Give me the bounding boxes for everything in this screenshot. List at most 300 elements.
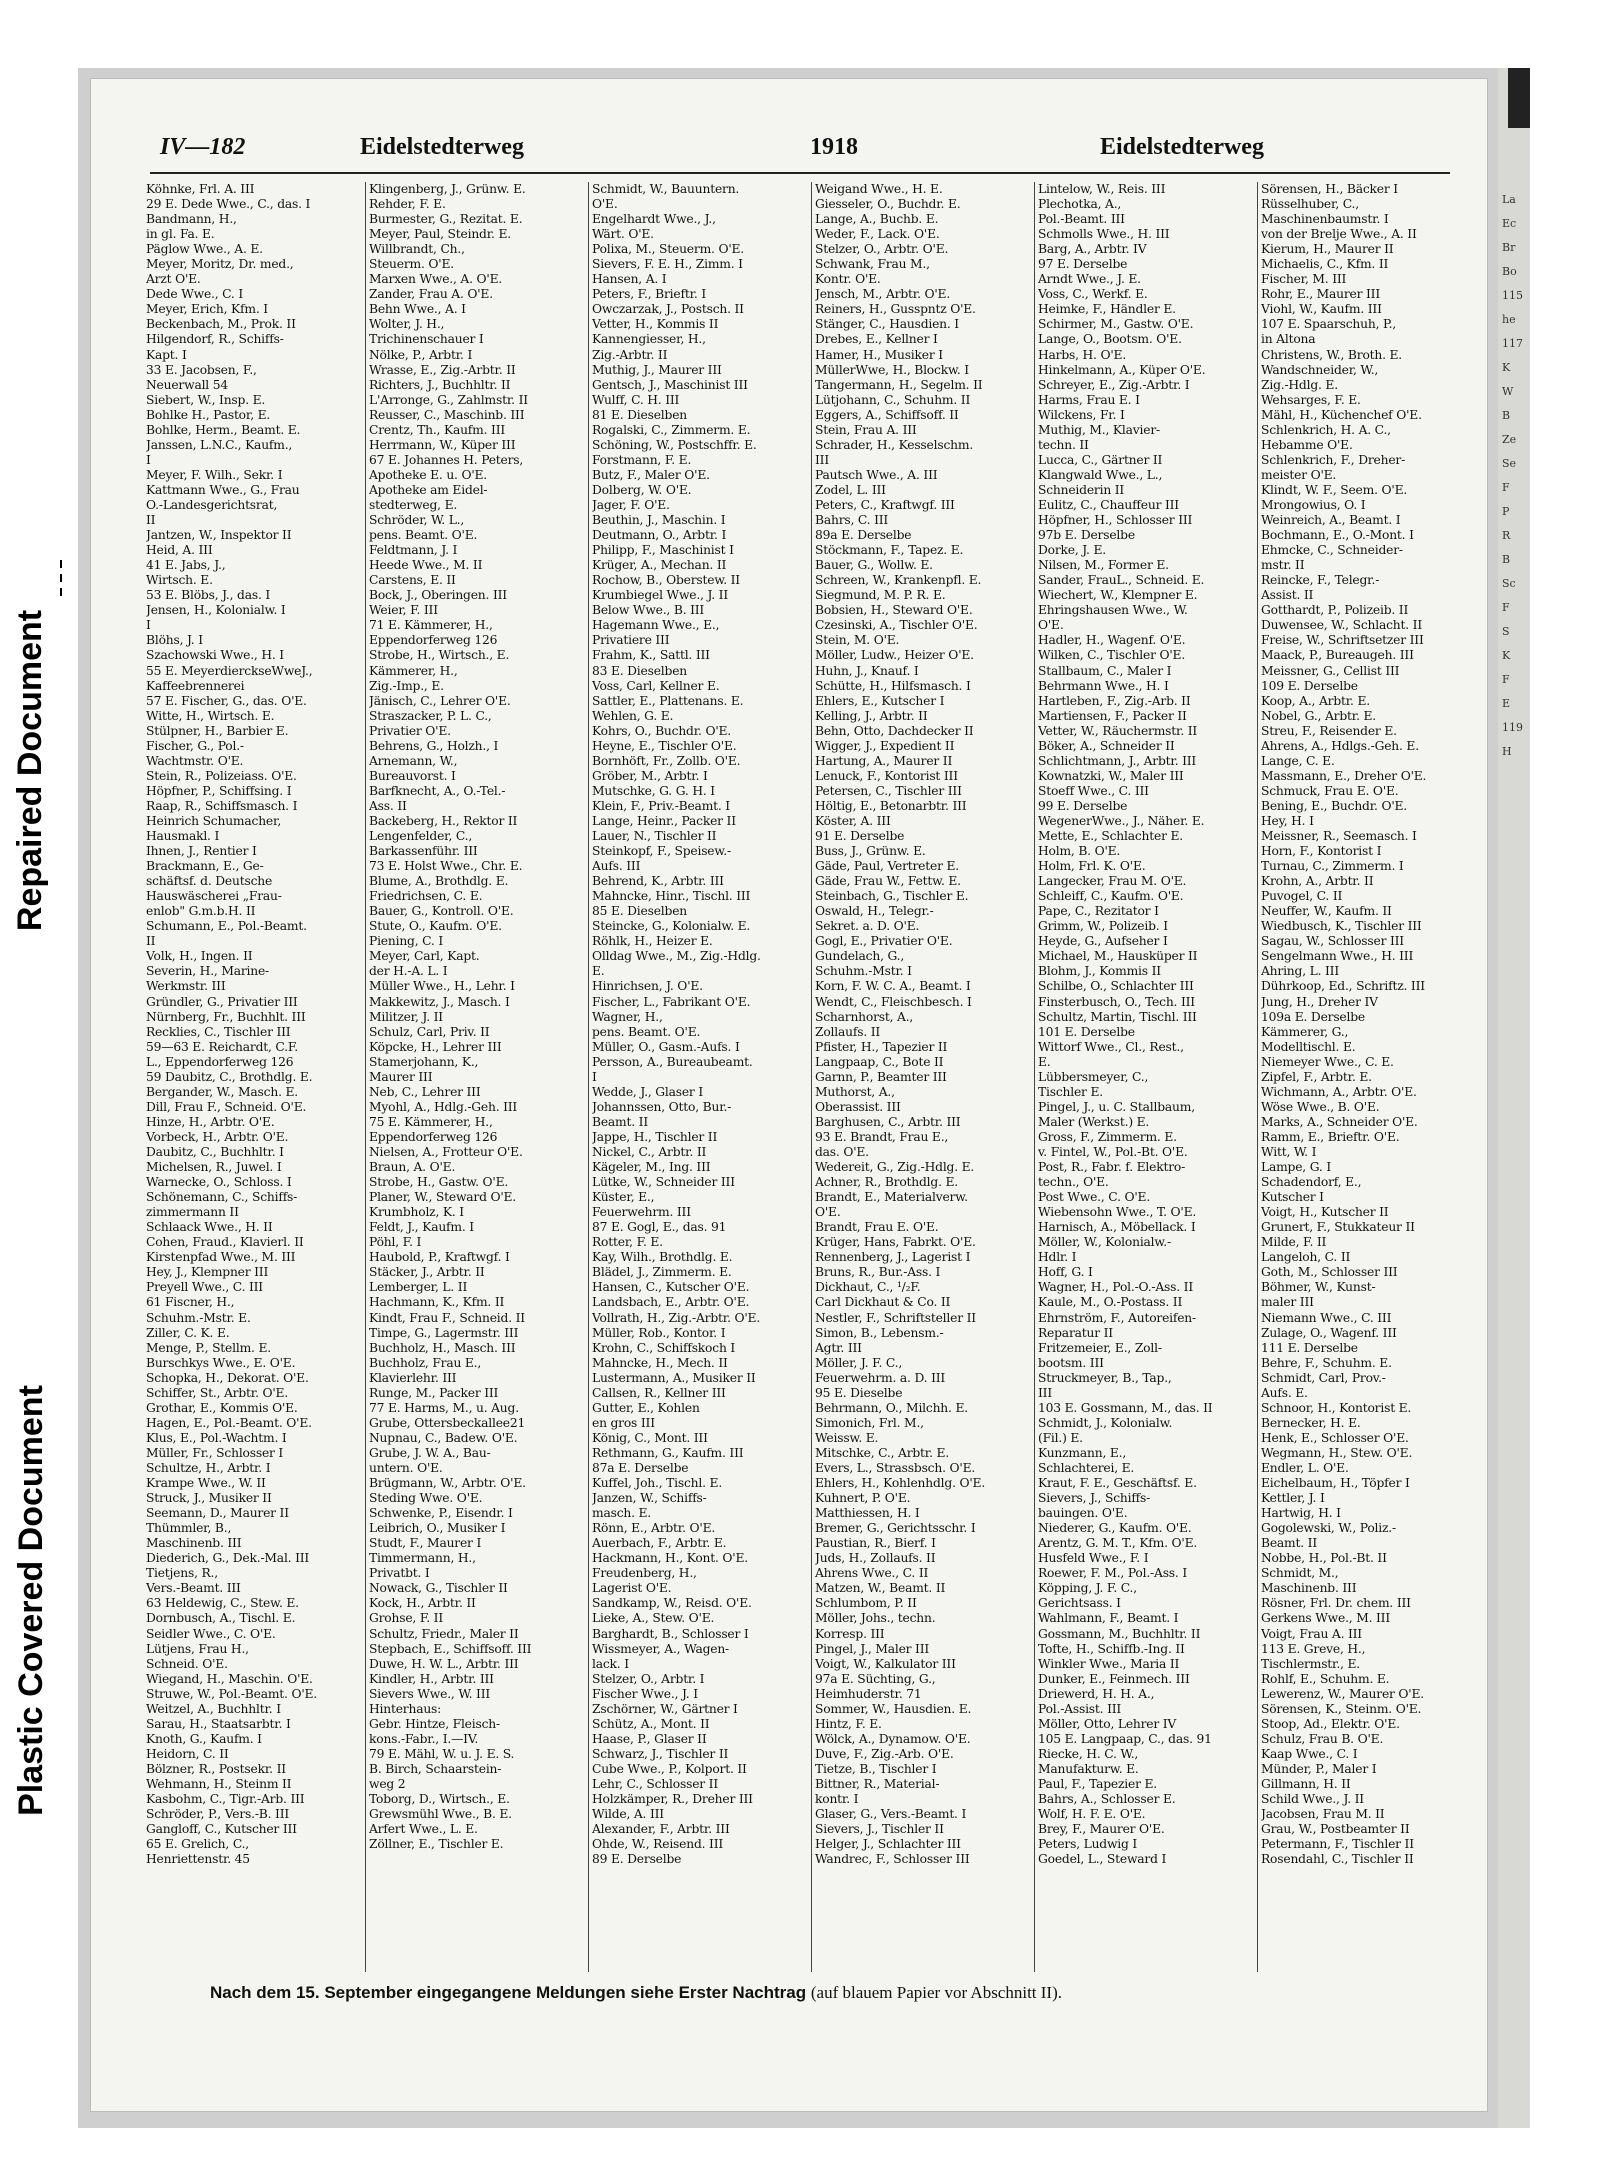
directory-entry: Struckmeyer, B., Tap., [1038, 1370, 1172, 1385]
plastic-covered-document-label [0, 1170, 62, 2030]
directory-entry: Duwensee, W., Schlacht. II [1261, 618, 1422, 633]
directory-entry: Gerichtsass. I [1038, 1596, 1121, 1611]
directory-entry: Ass. II [369, 798, 407, 813]
directory-entry: Meissner, G., Cellist III [1261, 663, 1400, 678]
directory-entry: Dorke, J. E. [1038, 543, 1106, 558]
directory-entry: Voigt, H., Kutscher II [1261, 1205, 1389, 1220]
directory-entry: Hamer, H., Musiker I [815, 347, 943, 362]
edge-fragment: Ec [1502, 217, 1517, 230]
directory-entry: Hey, H. I [1261, 813, 1314, 828]
directory-entry: Stein, Frau A. III [815, 422, 917, 437]
directory-entry: 57 E. Fischer, G., das. O'E. [146, 693, 307, 708]
directory-entry: Gross, F., Zimmerm. E. [1038, 1129, 1177, 1144]
directory-entry: 93 E. Brandt, Frau E., [815, 1129, 949, 1144]
directory-entry: Simonich, Frl. M., [815, 1415, 924, 1430]
directory-entry: 97a E. Süchting, G., [815, 1671, 936, 1686]
directory-entry: Polixa, M., Steuerm. O'E. [592, 242, 744, 257]
directory-entry: Wehlen, G. E. [592, 708, 674, 723]
directory-entry: Lagerist O'E. [592, 1581, 672, 1596]
directory-entry: 81 E. Dieselben [592, 407, 688, 422]
directory-entry: Heinrich Schumacher, [146, 813, 282, 828]
directory-entry: 67 E. Johannes H. Peters, [369, 452, 524, 467]
directory-entry: Eppendorferweg 126 [369, 1129, 498, 1144]
directory-entry: Stallbaum, C., Maler I [1038, 663, 1172, 678]
directory-entry: Lütjens, Frau H., [146, 1641, 249, 1656]
directory-entry: Stülpner, H., Barbier E. [146, 723, 289, 738]
directory-entry: Timmermann, H., [369, 1551, 476, 1566]
directory-entry: Hintz, F. E. [815, 1716, 882, 1731]
directory-entry: Meyer, Paul, Steindr. E. [369, 227, 511, 242]
directory-entry: Duve, F., Zig.-Arb. O'E. [815, 1746, 954, 1761]
directory-entry: kontr. I [815, 1792, 859, 1807]
directory-entry: I [592, 1069, 597, 1084]
directory-entry: Zodel, L. III [815, 482, 886, 497]
directory-entry: Bock, J., Oberingen. III [369, 588, 507, 603]
directory-entry: Jung, H., Dreher IV [1261, 994, 1378, 1009]
directory-entry: Hansen, A. I [592, 272, 667, 287]
directory-entry: König, C., Mont. III [592, 1430, 708, 1445]
directory-entry: Schwenke, P., Eisendr. I [369, 1506, 513, 1521]
directory-entry: Zollaufs. II [815, 1024, 881, 1039]
directory-entry: Wilken, C., Tischler O'E. [1038, 648, 1186, 663]
edge-fragment: 117 [1502, 337, 1523, 350]
directory-entry: Möller, J. F. C., [815, 1355, 903, 1370]
directory-entry: Backeberg, H., Rektor II [369, 813, 518, 828]
directory-entry: Glaser, G., Vers.-Beamt. I [815, 1807, 967, 1822]
directory-entry: L., Eppendorferweg 126 [146, 1054, 294, 1069]
directory-entry: Zschörner, W., Gärtner I [592, 1701, 738, 1716]
directory-entry: Ahrens, A., Hdlgs.-Geh. E. [1261, 738, 1419, 753]
directory-entry: Owczarzak, J., Postsch. II [592, 302, 744, 317]
directory-entry: Herrmann, W., Küper III [369, 437, 516, 452]
directory-entry: Niemann Wwe., C. III [1261, 1310, 1392, 1325]
directory-entry: 59 Daubitz, C., Brothdlg. E. [146, 1069, 313, 1084]
column-rule [365, 182, 366, 1972]
directory-entry: Ehlers, H., Kohlenhdlg. O'E. [815, 1476, 986, 1491]
directory-entry: 103 E. Gossmann, M., das. II [1038, 1400, 1213, 1415]
directory-entry: Wagner, H., [592, 1009, 663, 1024]
directory-entry: Grothar, E., Kommis O'E. [146, 1400, 298, 1415]
directory-entry: Goth, M., Schlosser III [1261, 1265, 1398, 1280]
directory-entry: enlob" G.m.b.H. II [146, 904, 256, 919]
directory-entry: Müller, Fr., Schlosser I [146, 1445, 284, 1460]
directory-entry: Mähl, H., Küchenchef O'E. [1261, 407, 1422, 422]
directory-entry: Rogalski, C., Zimmerm. E. [592, 422, 751, 437]
directory-entry: Olldag Wwe., M., Zig.-Hdlg. [592, 949, 761, 964]
directory-column-3 [592, 182, 814, 1972]
directory-entry: Schütte, H., Hilfsmasch. I [815, 678, 971, 693]
directory-entry: Wehsarges, F. E. [1261, 392, 1361, 407]
directory-entry: Mahncke, H., Mech. II [592, 1355, 728, 1370]
directory-entry: Marxen Wwe., A. O'E. [369, 272, 503, 287]
directory-entry: Eulitz, C., Chauffeur III [1038, 497, 1179, 512]
directory-entry: Wiebensohn Wwe., T. O'E. [1038, 1205, 1197, 1220]
directory-entry: (Fil.) E. [1038, 1430, 1083, 1445]
directory-entry: Martiensen, F., Packer II [1038, 708, 1187, 723]
directory-entry: Nickel, C., Arbtr. II [592, 1145, 707, 1159]
directory-entry: Blöhs, J. I [146, 633, 203, 648]
directory-entry: Bochmann, E., O.-Mont. I [1261, 528, 1414, 543]
directory-entry: Leibrich, O., Musiker I [369, 1521, 506, 1536]
directory-entry: I [146, 452, 151, 467]
edge-fragment: B [1502, 409, 1511, 422]
directory-entry: Voigt, Frau A. III [1261, 1626, 1362, 1641]
edge-fragment: 115 [1502, 289, 1523, 302]
directory-entry: Zig.-Hdlg. E. [1261, 377, 1338, 392]
directory-entry: Höpfner, P., Schiffsing. I [146, 783, 292, 798]
directory-entry: Myohl, A., Hdlg.-Geh. III [369, 1099, 518, 1114]
directory-entry: Carl Dickhaut & Co. II [815, 1295, 951, 1310]
directory-entry: Eichelbaum, H., Töpfer I [1261, 1476, 1410, 1491]
directory-entry: Lenuck, F., Kontorist III [815, 768, 958, 783]
directory-entry: techn. II [1038, 437, 1089, 452]
directory-entry: Wrasse, E., Zig.-Arbtr. II [369, 362, 516, 377]
directory-entry: maler III [1261, 1295, 1314, 1310]
directory-entry: Lucca, C., Gärtner II [1038, 452, 1163, 467]
directory-entry: Brandt, Frau E. O'E. [815, 1220, 939, 1235]
directory-entry: Haubold, P., Kraftwgf. I [369, 1250, 510, 1265]
directory-entry: Burschkys Wwe., E. O'E. [146, 1355, 296, 1370]
directory-entry: Höpfner, H., Schlosser III [1038, 513, 1193, 528]
edge-fragment: Sc [1502, 577, 1516, 590]
directory-entry: Planer, W., Steward O'E. [369, 1190, 517, 1205]
edge-fragment: F [1502, 481, 1510, 494]
directory-entry: Pingel, J., Maler III [815, 1641, 930, 1656]
directory-entry: Hansen, C., Kutscher O'E. [592, 1280, 750, 1295]
directory-entry: Beamt. II [1261, 1536, 1317, 1551]
directory-entry: Höltig, E., Betonarbtr. III [815, 798, 967, 813]
directory-columns [142, 182, 1482, 1972]
directory-entry: Buss, J., Grünw. E. [815, 844, 926, 859]
directory-entry: Vorbeck, H., Arbtr. O'E. [146, 1129, 289, 1144]
directory-entry: Wolf, H. F. E. O'E. [1038, 1807, 1146, 1822]
directory-entry: pens. Beamt. O'E. [592, 1024, 701, 1039]
directory-entry: Agtr. III [815, 1340, 862, 1355]
edge-fragment: 119 [1502, 721, 1523, 734]
directory-entry: bauingen. O'E. [1038, 1506, 1128, 1521]
directory-entry: Schrader, H., Kesselschm. [815, 437, 974, 452]
directory-entry: Krampe Wwe., W. II [146, 1476, 266, 1491]
directory-entry: Brandt, E., Materialverw. [815, 1190, 968, 1205]
directory-entry: Klavierlehr. III [369, 1370, 457, 1385]
directory-entry: Streu, F., Reisender E. [1261, 723, 1397, 738]
directory-entry: Jantzen, W., Inspektor II [146, 528, 292, 543]
directory-entry: Struck, J., Musiker II [146, 1491, 272, 1506]
directory-entry: en gros III [592, 1415, 655, 1430]
directory-entry: Meissner, R., Seemasch. I [1261, 829, 1417, 844]
directory-entry: Koop, A., Arbtr. E. [1261, 693, 1370, 708]
directory-entry: Turnau, C., Zimmerm. I [1261, 859, 1404, 874]
directory-entry: Stein, R., Polizeiass. O'E. [146, 768, 297, 783]
directory-entry: Maschinenb. III [146, 1536, 242, 1551]
directory-entry: Toborg, D., Wirtsch., E. [369, 1792, 510, 1807]
directory-entry: Schnoor, H., Kontorist E. [1261, 1400, 1412, 1415]
directory-entry: 97 E. Derselbe [1038, 257, 1128, 272]
directory-entry: Nobbe, H., Pol.-Bt. II [1261, 1551, 1387, 1566]
footer-paren-text: (auf blauem Papier vor Abschnitt II). [810, 1983, 1063, 2002]
directory-entry: Korn, F. W. C. A., Beamt. I [815, 979, 971, 994]
footer-note [210, 1983, 1460, 2003]
directory-entry: Krüger, Hans, Fabrkt. O'E. [815, 1235, 976, 1250]
directory-entry: Riecke, H. C. W., [1038, 1746, 1139, 1761]
directory-entry: Makkewitz, J., Masch. I [369, 994, 510, 1009]
directory-entry: L'Arronge, G., Zahlmstr. II [369, 392, 528, 407]
directory-entry: Blädel, J., Zimmerm. E. [592, 1265, 732, 1280]
directory-entry: Zander, Frau A. O'E. [369, 287, 493, 302]
directory-entry: Aufs. E. [1261, 1385, 1308, 1400]
directory-entry: Straszacker, P. L. C., [369, 708, 492, 723]
directory-entry: Matzen, W., Beamt. II [815, 1581, 946, 1596]
directory-entry: Post Wwe., C. O'E. [1038, 1190, 1151, 1205]
directory-entry: Henriettenstr. 45 [146, 1852, 250, 1867]
directory-entry: Kock, H., Arbtr. II [369, 1596, 476, 1611]
directory-entry: Hadler, H., Wagenf. O'E. [1038, 633, 1186, 648]
directory-entry: Schlichtmann, J., Arbtr. III [1038, 753, 1197, 768]
directory-entry: Eppendorferweg 126 [369, 633, 498, 648]
directory-entry: Privatiere III [592, 633, 670, 648]
directory-entry: Steinbach, G., Tischler E. [815, 889, 969, 904]
directory-entry: Rönn, E., Arbtr. O'E. [592, 1521, 716, 1536]
directory-entry: Willbrandt, Ch., [369, 242, 465, 257]
directory-entry: Heimhuderstr. 71 [815, 1686, 922, 1701]
directory-entry: Lieke, A., Stew. O'E. [592, 1611, 715, 1626]
directory-entry: Massmann, E., Dreher O'E. [1261, 768, 1427, 783]
directory-entry: Hinkelmann, A., Küper O'E. [1038, 362, 1206, 377]
directory-entry: Endler, L. O'E. [1261, 1460, 1349, 1475]
directory-entry: Rehder, F. E. [369, 197, 446, 212]
directory-entry: Hachmann, K., Kfm. II [369, 1295, 505, 1310]
directory-entry: Tischlermstr., E. [1261, 1656, 1360, 1671]
directory-entry: Sengelmann Wwe., H. III [1261, 949, 1414, 964]
directory-entry: Lütjohann, C., Schuhm. II [815, 392, 971, 407]
directory-entry: Nestler, F., Schriftsteller II [815, 1310, 976, 1325]
directory-entry: Barkassenführ. III [369, 844, 478, 859]
directory-entry: Rethmann, G., Kaufm. III [592, 1445, 744, 1460]
directory-entry: Czesinski, A., Tischler O'E. [815, 618, 978, 633]
directory-entry: Philipp, F., Maschinist I [592, 543, 734, 558]
directory-entry: Juds, H., Zollaufs. II [815, 1551, 936, 1566]
directory-entry: Michelsen, R., Juwel. I [146, 1160, 282, 1175]
directory-entry: Schopka, H., Dekorat. O'E. [146, 1370, 309, 1385]
directory-entry: Paul, F., Tapezier E. [1038, 1776, 1157, 1791]
directory-entry: Rotter, F. E. [592, 1235, 663, 1250]
directory-entry: Beuthin, J., Maschin. I [592, 513, 726, 528]
directory-entry: Schiffer, St., Arbtr. O'E. [146, 1385, 289, 1400]
directory-entry: Timpe, G., Lagermstr. III [369, 1325, 519, 1340]
directory-entry: Schultz, Martin, Tischl. III [1038, 1009, 1197, 1024]
directory-entry: Neuerwall 54 [146, 377, 228, 392]
directory-entry: Pape, C., Rezitator I [1038, 904, 1159, 919]
directory-entry: Kaule, M., O.-Postass. II [1038, 1295, 1183, 1310]
directory-entry: Kaap Wwe., C. I [1261, 1746, 1358, 1761]
directory-entry: 65 E. Grelich, C., [146, 1837, 250, 1852]
directory-entry: Steding Wwe. O'E. [369, 1491, 483, 1506]
directory-entry: Ahrens Wwe., C. II [815, 1566, 929, 1581]
directory-entry: Piening, C. I [369, 934, 443, 949]
directory-entry: Jappe, H., Tischler II [592, 1129, 718, 1144]
directory-entry: Grau, W., Postbeamter II [1261, 1822, 1410, 1837]
directory-entry: Arzt O'E. [146, 272, 201, 287]
directory-entry: Evers, L., Strassbsch. O'E. [815, 1460, 976, 1475]
directory-entry: Lemberger, L. II [369, 1280, 468, 1295]
directory-entry: Klindt, W. F., Seem. O'E. [1261, 482, 1408, 497]
directory-entry: Tietze, B., Tischler I [815, 1761, 937, 1776]
directory-entry: Lewerenz, W., Maurer O'E. [1261, 1686, 1424, 1701]
directory-entry: pens. Beamt. O'E. [369, 528, 478, 543]
directory-entry: Mahncke, Hinr., Tischl. III [592, 889, 751, 904]
directory-entry: Dolberg, W. O'E. [592, 482, 692, 497]
directory-entry: 87 E. Gogl, E., das. 91 [592, 1220, 727, 1235]
directory-entry: Schulz, Carl, Priv. II [369, 1024, 490, 1039]
directory-entry: Gäde, Paul, Vertreter E. [815, 859, 959, 874]
directory-entry: Helger, J., Schlachter III [815, 1837, 961, 1852]
directory-entry: Lütke, W., Schneider III [592, 1175, 735, 1190]
directory-entry: Lampe, G. I [1261, 1160, 1331, 1175]
edge-fragment: P [1502, 505, 1510, 518]
street-title-right: Eidelstedterweg [1100, 134, 1264, 160]
directory-entry: Bittner, R., Material- [815, 1776, 940, 1791]
directory-entry: Schleiff, C., Kaufm. O'E. [1038, 889, 1184, 904]
directory-entry: Petermann, F., Tischler II [1261, 1837, 1414, 1852]
directory-entry: 89 E. Derselbe [592, 1852, 682, 1867]
directory-entry: Volk, H., Ingen. II [146, 949, 253, 964]
directory-entry: Niemeyer Wwe., C. E. [1261, 1054, 1394, 1069]
directory-entry: Sattler, E., Plattenans. E. [592, 693, 744, 708]
directory-entry: Siebert, W., Insp. E. [146, 392, 266, 407]
edge-fragment: B [1502, 553, 1511, 566]
directory-entry: Lustermann, A., Musiker II [592, 1370, 756, 1385]
directory-entry: Wahlmann, F., Beamt. I [1038, 1611, 1179, 1626]
directory-entry: Zig.-Imp., E. [369, 678, 444, 693]
directory-entry: 29 E. Dede Wwe., C., das. I [146, 197, 311, 212]
directory-entry: Gossmann, M., Buchhltr. II [1038, 1626, 1201, 1641]
directory-entry: Siegmund, M. P. R. E. [815, 588, 946, 603]
directory-entry: Steinkopf, F., Speisew.- [592, 844, 731, 859]
directory-entry: Gebr. Hintze, Fleisch- [369, 1716, 500, 1731]
directory-column-5 [1038, 182, 1260, 1972]
directory-entry: Schröder, P., Vers.-B. III [146, 1807, 290, 1822]
directory-entry: Eggers, A., Schiffsoff. II [815, 407, 959, 422]
directory-entry: Persson, A., Bureaubeamt. [592, 1054, 753, 1069]
directory-entry: Raap, R., Schiffsmasch. I [146, 798, 298, 813]
column-rule [1257, 182, 1258, 1972]
directory-entry: lack. I [592, 1656, 629, 1671]
directory-entry: in Altona [1261, 332, 1316, 347]
directory-entry: Muthig, J., Maurer III [592, 362, 722, 377]
directory-entry: 97b E. Derselbe [1038, 528, 1135, 543]
header-rule [150, 172, 1450, 174]
directory-entry: Hagen, E., Pol.-Beamt. O'E. [146, 1415, 312, 1430]
directory-entry: Witte, H., Wirtsch. E. [146, 708, 275, 723]
directory-entry: Jager, F. O'E. [592, 497, 670, 512]
directory-entry: Severin, H., Marine- [146, 964, 270, 979]
directory-entry: Lange, Heinr., Packer II [592, 813, 736, 828]
directory-entry: Maack, P., Bureaugeh. III [1261, 648, 1414, 663]
directory-entry: Oswald, H., Telegr.- [815, 904, 934, 919]
directory-entry: Nowack, G., Tischler II [369, 1581, 508, 1596]
directory-entry: Privatbt. I [369, 1566, 430, 1581]
directory-entry: Knoth, G., Kaufm. I [146, 1731, 262, 1746]
directory-entry: Studt, F., Maurer I [369, 1536, 482, 1551]
directory-entry: Trichinenschauer I [369, 332, 484, 347]
directory-entry: II [146, 513, 156, 528]
directory-entry: Muthorst, A., [815, 1084, 895, 1099]
directory-entry: Stoop, Ad., Elektr. O'E. [1261, 1716, 1400, 1731]
repaired-document-label [0, 420, 62, 1120]
directory-entry: Deutmann, O., Arbtr. I [592, 528, 727, 543]
directory-entry: Kattmann Wwe., G., Frau [146, 482, 300, 497]
directory-entry: Schmuck, Frau E. O'E. [1261, 783, 1399, 798]
directory-entry: mstr. II [1261, 558, 1305, 573]
directory-entry: Friedrichsen, C. E. [369, 889, 483, 904]
directory-entry: 89a E. Derselbe [815, 528, 912, 543]
directory-entry: Arndt Wwe., J. E. [1038, 272, 1141, 287]
directory-entry: Jensch, M., Arbtr. O'E. [815, 287, 951, 302]
plastic-covered-document-text: Plastic Covered Document [11, 1384, 50, 1816]
directory-entry: Meyer, F. Wilh., Sekr. I [146, 467, 283, 482]
edge-fragment: K [1502, 361, 1511, 374]
directory-entry: Behn Wwe., A. I [369, 302, 466, 317]
directory-entry: Schröder, W. L., [369, 513, 465, 528]
directory-entry: 107 E. Spaarschuh, P., [1261, 317, 1396, 332]
directory-entry: Hilgendorf, R., Schiffs- [146, 332, 284, 347]
directory-entry: Schumann, E., Pol.-Beamt. [146, 919, 307, 934]
directory-entry: Lange, O., Bootsm. O'E. [1038, 332, 1182, 347]
directory-entry: Apotheke E. u. O'E. [369, 467, 488, 482]
directory-entry: Jacobsen, Frau M. II [1261, 1807, 1385, 1822]
directory-entry: Bohlke, Herm., Beamt. E. [146, 422, 301, 437]
edge-fragment: S [1502, 625, 1510, 638]
directory-entry: Fischer Wwe., J. I [592, 1686, 698, 1701]
directory-entry: Lengenfelder, C., [369, 829, 473, 844]
directory-entry: Krumbholz, K. I [369, 1205, 464, 1220]
directory-entry: Bening, E., Buchdr. O'E. [1261, 798, 1408, 813]
edge-fragment: Bo [1502, 265, 1517, 278]
directory-entry: 73 E. Holst Wwe., Chr. E. [369, 859, 523, 874]
directory-entry: Wilde, A. III [592, 1807, 664, 1822]
directory-entry: Daubitz, C., Buchhltr. I [146, 1145, 284, 1159]
directory-entry: techn., O'E. [1038, 1175, 1109, 1190]
directory-sheet [90, 78, 1488, 2112]
directory-entry: Lehr, C., Schlosser II [592, 1776, 718, 1791]
directory-entry: 59—63 E. Reichardt, C.F. [146, 1039, 299, 1054]
directory-entry: Heidorn, C. II [146, 1746, 229, 1761]
directory-entry: Kindler, H., Arbtr. III [369, 1671, 494, 1686]
directory-entry: O'E. [592, 197, 618, 212]
directory-entry: Stepbach, E., Schiffsoff. III [369, 1641, 532, 1656]
directory-entry: Köster, A. III [815, 813, 891, 828]
directory-entry: Klangwald Wwe., L., [1038, 467, 1163, 482]
directory-entry: Weigand Wwe., H. E. [815, 182, 943, 196]
directory-entry: Manufakturw. E. [1038, 1761, 1139, 1776]
directory-entry: 109 E. Derselbe [1261, 678, 1358, 693]
directory-entry: Paustian, R., Bierf. I [815, 1536, 936, 1551]
directory-entry: Gentsch, J., Maschinist III [592, 377, 748, 392]
directory-entry: Lintelow, W., Reis. III [1038, 182, 1166, 196]
directory-entry: Behrens, G., Holzh., I [369, 738, 499, 753]
directory-entry: Nürnberg, Fr., Buchhlt. III [146, 1009, 306, 1024]
directory-entry: Strobe, H., Wirtsch., E. [369, 648, 510, 663]
directory-entry: Vetter, H., Kommis II [592, 317, 719, 332]
directory-entry: Köpcke, H., Lehrer III [369, 1039, 502, 1054]
directory-entry: Bauer, G., Kontroll. O'E. [369, 904, 514, 919]
directory-entry: Kuffel, Joh., Tischl. E. [592, 1476, 723, 1491]
directory-entry: Wärt. O'E. [592, 227, 654, 242]
directory-entry: Hauswäscherei „Frau- [146, 889, 282, 904]
directory-entry: Sörensen, K., Steinm. O'E. [1261, 1701, 1422, 1716]
directory-entry: Fritzemeier, E., Zoll- [1038, 1340, 1162, 1355]
scanned-page [78, 68, 1530, 2128]
